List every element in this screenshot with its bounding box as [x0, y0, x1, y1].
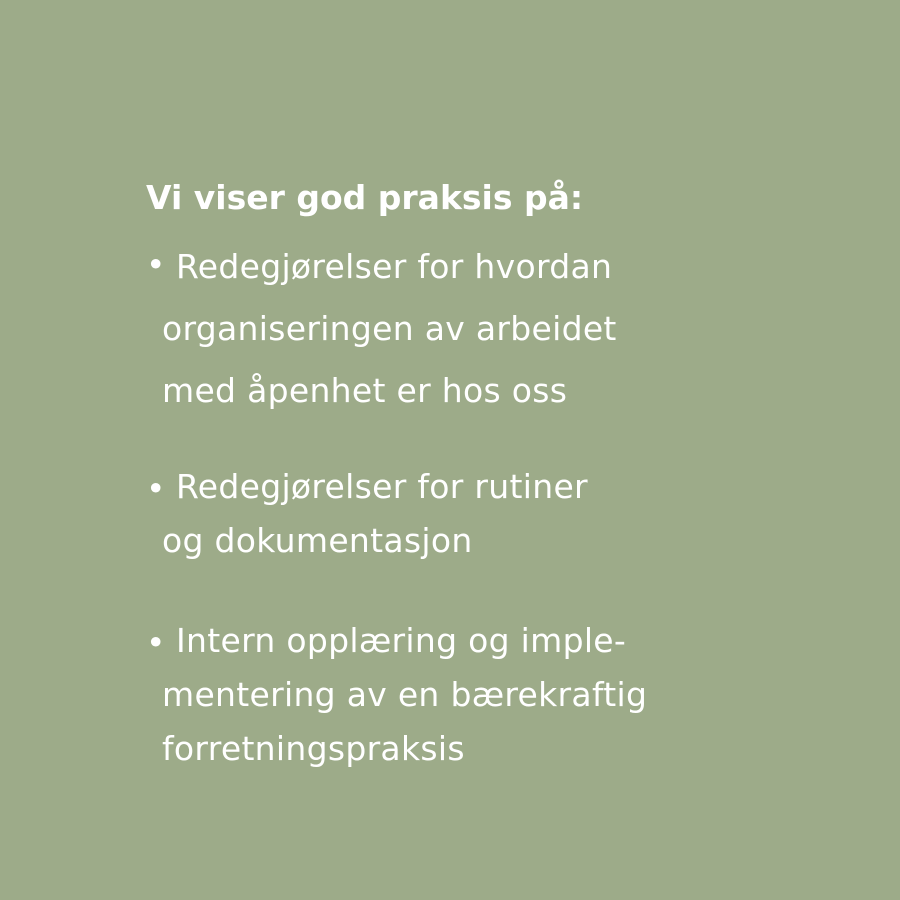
list-item-line: mentering av en bærekraftig	[162, 675, 648, 714]
list-item	[146, 614, 647, 776]
list-item	[146, 236, 617, 422]
list-item-line: forretningspraksis	[162, 729, 465, 768]
list-item-line: og dokumentasjon	[162, 521, 473, 560]
bullet-icon: •	[146, 469, 166, 508]
bullet-icon: •	[146, 245, 166, 284]
list-item-line: Redegjørelser for rutiner	[176, 467, 588, 506]
list-item-text	[162, 460, 588, 568]
list-item-line: Intern opplæring og imple-	[176, 621, 627, 660]
bullet-icon: •	[146, 623, 166, 662]
list-item-text	[162, 614, 647, 776]
list-item	[146, 460, 588, 568]
heading: Vi viser god praksis på:	[146, 178, 584, 217]
list-item-text	[162, 236, 617, 422]
list-item-line: Redegjørelser for hvordan	[176, 247, 613, 286]
list-item-line: organiseringen av arbeidet	[162, 309, 617, 348]
list-item-line: med åpenhet er hos oss	[162, 371, 568, 410]
